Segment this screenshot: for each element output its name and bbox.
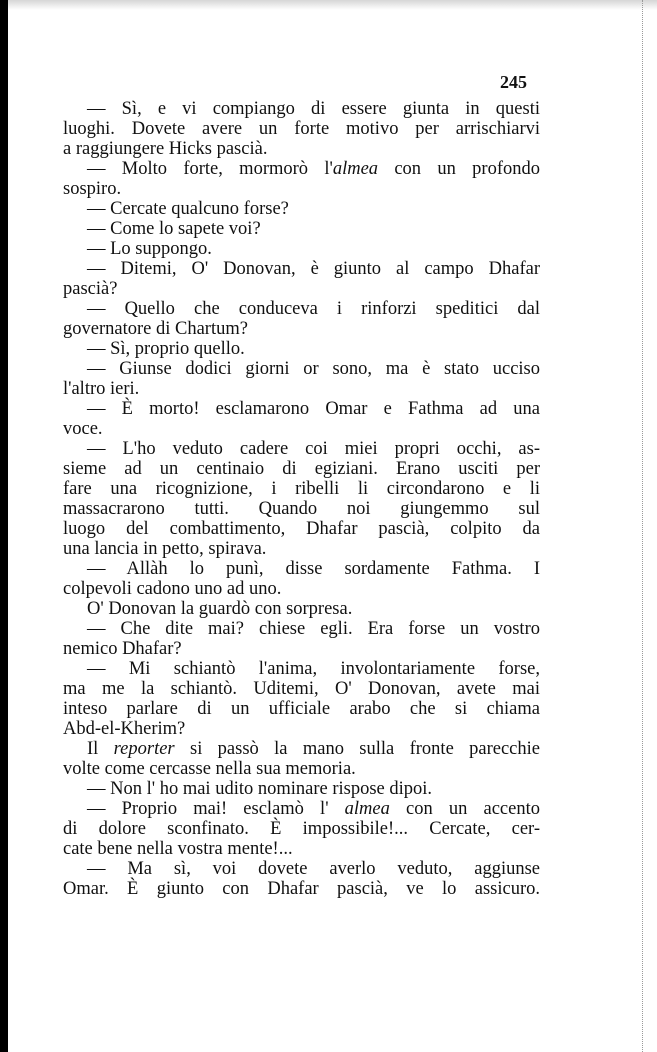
text-segment: luogo del combattimento, Dhafar pascià, colpito da	[63, 519, 540, 539]
scan-binding-edge	[0, 0, 8, 1052]
scan-top-edge	[8, 0, 657, 10]
text-line	[63, 299, 540, 319]
body-text	[63, 99, 540, 899]
text-segment: sospiro.	[63, 179, 122, 199]
text-segment: — L'ho veduto cadere coi miei propri occhi, as-	[87, 439, 540, 459]
text-segment: — Sì, proprio quello.	[87, 339, 245, 359]
text-segment: — Molto forte, mormorò l'	[87, 159, 333, 179]
text-line	[63, 699, 540, 719]
text-segment: governatore di Chartum?	[63, 319, 248, 339]
text-segment: nemico Dhafar?	[63, 639, 182, 659]
text-line	[63, 819, 540, 839]
text-line	[63, 859, 540, 879]
text-segment: — Come lo sapete voi?	[87, 219, 261, 239]
text-line	[63, 399, 540, 419]
text-segment: — Lo suppongo.	[87, 239, 212, 259]
text-line	[63, 539, 540, 559]
text-line	[63, 99, 540, 119]
text-line	[63, 759, 540, 779]
text-line	[63, 639, 540, 659]
text-line	[63, 739, 540, 759]
text-line	[63, 439, 540, 459]
text-segment: — Ditemi, O' Donovan, è giunto al campo Dhafar	[87, 259, 540, 279]
text-line	[63, 379, 540, 399]
text-segment: ma me la schiantò. Uditemi, O' Donovan, avete mai	[63, 679, 540, 699]
text-segment: Omar. È giunto con Dhafar pascià, ve lo assicuro.	[63, 879, 540, 899]
text-line	[63, 619, 540, 639]
text-line	[63, 199, 540, 219]
text-segment: luoghi. Dovete avere un forte motivo per arrischiarvi	[63, 119, 540, 139]
text-segment: volte come cercasse nella sua memoria.	[63, 759, 356, 779]
text-line	[63, 579, 540, 599]
text-line	[63, 359, 540, 379]
text-line	[63, 779, 540, 799]
italic-word: almea	[332, 159, 379, 179]
text-line	[63, 159, 540, 179]
text-segment: Il	[87, 739, 114, 759]
text-line	[63, 259, 540, 279]
text-segment: inteso parlare di un ufficiale arabo che si chiama	[63, 699, 540, 719]
text-line	[63, 659, 540, 679]
text-line	[63, 719, 540, 739]
text-line	[63, 879, 540, 899]
text-line	[63, 559, 540, 579]
text-line	[63, 679, 540, 699]
text-segment: — Non l' ho mai udito nominare rispose dipoi.	[87, 779, 433, 799]
text-line	[63, 339, 540, 359]
text-segment: O' Donovan la guardò con sorpresa.	[87, 599, 353, 619]
text-line	[63, 599, 540, 619]
text-segment: — Allàh lo punì, disse sordamente Fathma. I	[87, 559, 540, 579]
text-line	[63, 239, 540, 259]
text-segment: con un accento	[389, 799, 540, 819]
text-line	[63, 319, 540, 339]
text-segment: — Giunse dodici giorni or sono, ma è stato ucciso	[87, 359, 540, 379]
text-segment: — Proprio mai! esclamò l'	[87, 799, 345, 819]
text-segment: — Ma sì, voi dovete averlo veduto, aggiunse	[87, 859, 540, 879]
page-number: 245	[500, 72, 527, 92]
text-segment: — È morto! esclamarono Omar e Fathma ad una	[87, 399, 540, 419]
text-segment: a raggiungere Hicks pascià.	[63, 139, 268, 159]
text-line	[63, 279, 540, 299]
text-line	[63, 179, 540, 199]
text-segment: colpevoli cadono uno ad uno.	[63, 579, 282, 599]
text-line	[63, 419, 540, 439]
text-segment: — Che dite mai? chiese egli. Era forse un vostro	[87, 619, 540, 639]
text-segment: massacrarono tutti. Quando noi giungemmo sul	[63, 499, 540, 519]
text-line	[63, 839, 540, 859]
text-segment: una lancia in petto, spirava.	[63, 539, 267, 559]
text-segment: voce.	[63, 419, 103, 439]
text-line	[63, 799, 540, 819]
text-segment: con un profondo	[378, 159, 540, 179]
italic-word: almea	[344, 799, 390, 819]
italic-word: reporter	[113, 739, 175, 759]
text-segment: — Mi schiantò l'anima, involontariamente forse,	[87, 659, 540, 679]
text-line	[63, 479, 540, 499]
text-segment: — Quello che conduceva i rinforzi speditici dal	[87, 299, 540, 319]
text-line	[63, 119, 540, 139]
text-line	[63, 519, 540, 539]
text-segment: cate bene nella vostra mente!...	[63, 839, 293, 859]
text-segment: di dolore sconfinato. È impossibile!... Cercate, cer-	[63, 819, 540, 839]
text-segment: fare una ricognizione, i ribelli li circondarono e li	[63, 479, 540, 499]
text-line	[63, 499, 540, 519]
text-segment: l'altro ieri.	[63, 379, 140, 399]
text-line	[63, 139, 540, 159]
text-segment: sieme ad un centinaio di egiziani. Erano usciti per	[63, 459, 540, 479]
text-segment: — Sì, e vi compiango di essere giunta in questi	[87, 99, 540, 119]
text-line	[63, 219, 540, 239]
text-segment: si passò la mano sulla fronte parecchie	[174, 739, 540, 759]
scan-right-edge	[642, 0, 657, 1052]
text-segment: — Cercate qualcuno forse?	[87, 199, 289, 219]
text-line	[63, 459, 540, 479]
text-segment: pascià?	[63, 279, 118, 299]
text-segment: Abd-el-Kherim?	[63, 719, 186, 739]
